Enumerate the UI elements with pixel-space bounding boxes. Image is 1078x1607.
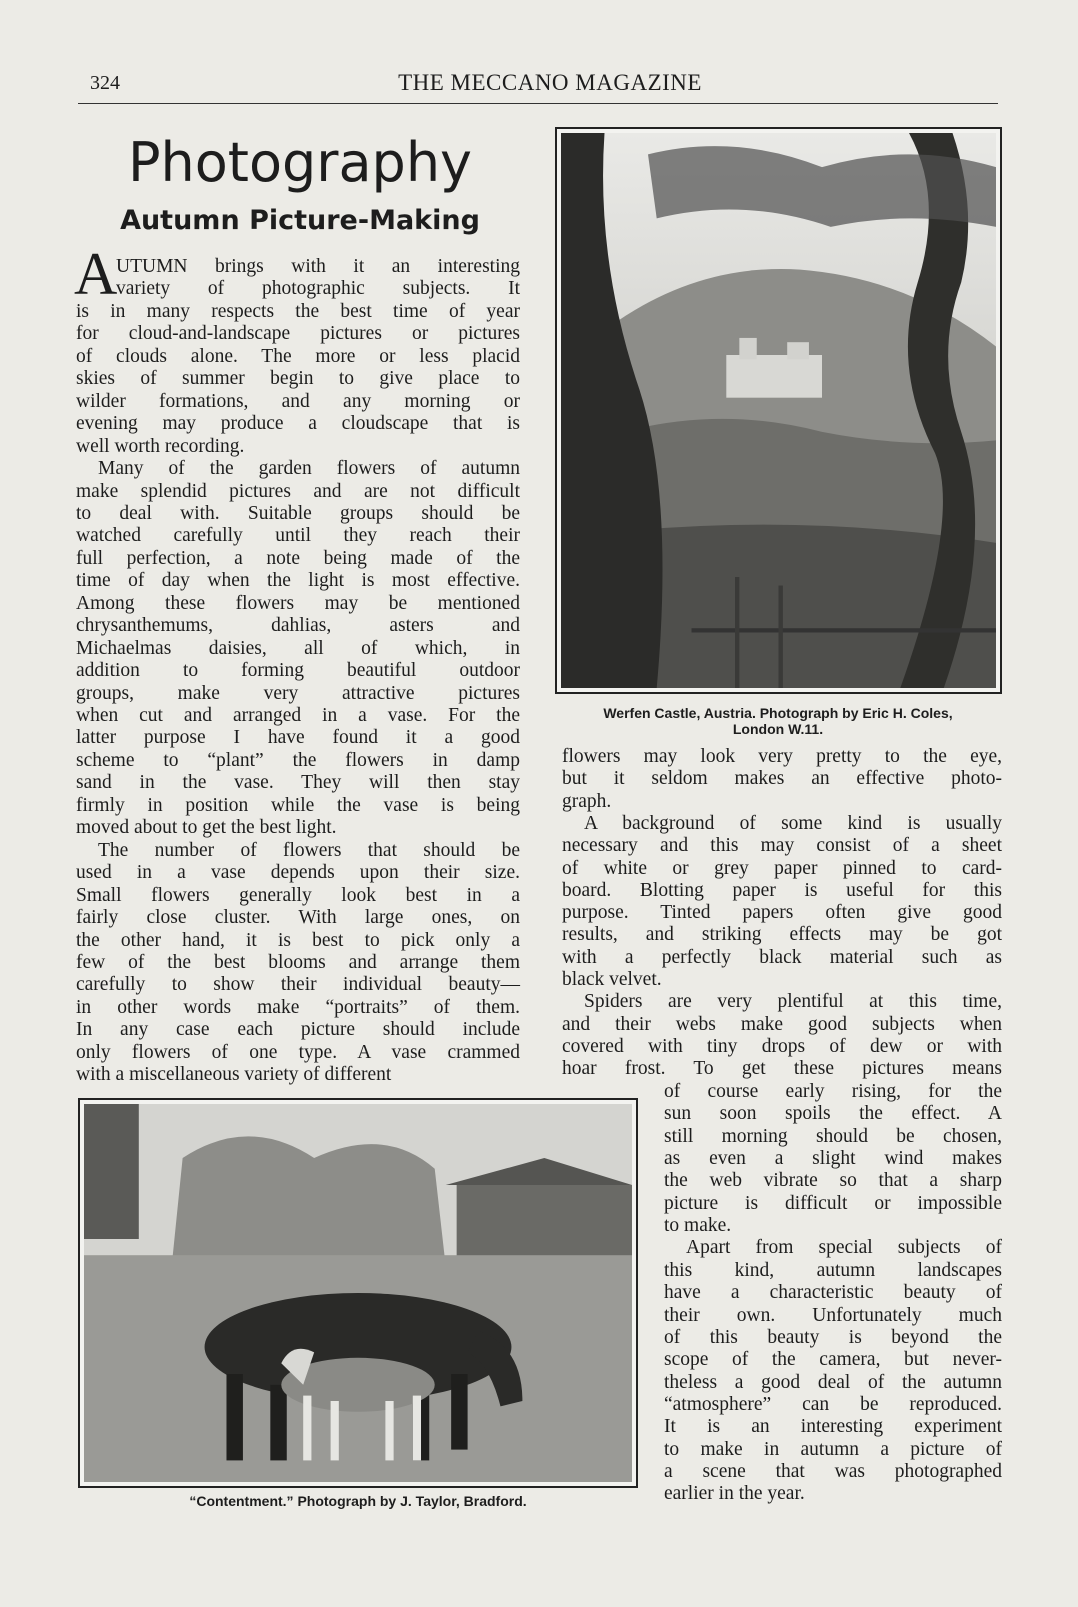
text-line: for cloud-and-landscape pictures or pictures bbox=[76, 323, 520, 345]
drop-cap: A bbox=[74, 241, 118, 307]
header-rule bbox=[78, 103, 998, 104]
horses-caption: “Contentment.” Photograph by J. Taylor, Bradford. bbox=[189, 1493, 527, 1509]
text-line: graph. bbox=[562, 790, 612, 812]
text-line: chrysanthemums, dahlias, asters and bbox=[76, 615, 520, 637]
text-line: scope of the camera, but never- bbox=[664, 1349, 1002, 1371]
article-title: Photography bbox=[127, 131, 473, 194]
text-line: It is an interesting experiment bbox=[664, 1416, 1002, 1438]
text-line: scheme to “plant” the flowers in damp bbox=[76, 749, 520, 771]
text-line: a scene that was photographed bbox=[664, 1460, 1002, 1482]
text-line: to deal with. Suitable groups should be bbox=[76, 502, 520, 524]
text-line: as even a slight wind makes bbox=[664, 1148, 1002, 1170]
text-line: few of the best blooms and arrange them bbox=[76, 951, 520, 973]
text-line: of clouds alone. The more or less placid bbox=[76, 345, 520, 367]
text-line: board. Blotting paper is useful for this bbox=[562, 879, 1002, 901]
text-line: the other hand, it is best to pick only a bbox=[76, 929, 520, 951]
text-line: the web vibrate so that a sharp bbox=[664, 1170, 1002, 1192]
text-line: Many of the garden flowers of autumn bbox=[98, 458, 520, 480]
text-line: make splendid pictures and are not difficult bbox=[76, 480, 520, 502]
text-line: purpose. Tinted papers often give good bbox=[562, 902, 1002, 924]
text-line: evening may produce a cloudscape that is bbox=[76, 413, 520, 435]
text-line: with a miscellaneous variety of different bbox=[76, 1064, 392, 1086]
text-line: covered with tiny drops of dew or with bbox=[562, 1035, 1002, 1057]
text-line: latter purpose I have found it a good bbox=[76, 727, 520, 749]
text-line: with a perfectly black material such as bbox=[562, 946, 1002, 968]
text-line: carefully to show their individual beauty— bbox=[76, 974, 520, 996]
text-line: this kind, autumn landscapes bbox=[664, 1259, 1002, 1281]
castle-caption-line-1: Werfen Castle, Austria. Photograph by Eric H. Coles, bbox=[603, 705, 953, 721]
castle-photo bbox=[555, 127, 1002, 694]
text-line: Spiders are very plentiful at this time, bbox=[584, 991, 1002, 1013]
text-line: Apart from special subjects of bbox=[686, 1237, 1002, 1259]
text-line: wilder formations, and any morning or bbox=[76, 390, 520, 412]
text-line: earlier in the year. bbox=[664, 1483, 805, 1505]
article-subtitle: Autumn Picture-Making bbox=[120, 205, 480, 236]
text-line: still morning should be chosen, bbox=[664, 1125, 1002, 1147]
text-line: but it seldom makes an effective photo- bbox=[562, 768, 1002, 790]
text-line: Small flowers generally look best in a bbox=[76, 884, 520, 906]
text-line: in other words make “portraits” of them. bbox=[76, 996, 520, 1018]
text-line: addition to forming beautiful outdoor bbox=[76, 660, 520, 682]
text-line: moved about to get the best light. bbox=[76, 817, 337, 839]
text-line: skies of summer begin to give place to bbox=[76, 368, 520, 390]
text-line: watched carefully until they reach their bbox=[76, 525, 520, 547]
text-line: Among these flowers may be mentioned bbox=[76, 592, 520, 614]
castle-caption-line-2: London W.11. bbox=[732, 721, 824, 737]
text-line: firmly in position while the vase is being bbox=[76, 794, 520, 816]
text-line: Michaelmas daisies, all of which, in bbox=[76, 637, 520, 659]
text-line: sand in the vase. They will then stay bbox=[76, 772, 520, 794]
text-line: theless a good deal of the autumn bbox=[664, 1371, 1002, 1393]
text-line: of course early rising, for the bbox=[664, 1081, 1002, 1102]
castle-caption bbox=[550, 705, 1006, 737]
castle-photo-image bbox=[561, 133, 996, 688]
text-line: hoar frost. To get these pictures means bbox=[562, 1058, 1002, 1080]
text-line: full perfection, a note being made of the bbox=[76, 547, 520, 569]
text-line: variety of photographic subjects. It bbox=[116, 278, 520, 300]
text-line: of white or grey paper pinned to card- bbox=[562, 857, 1002, 879]
text-line: In any case each picture should include bbox=[76, 1019, 520, 1041]
text-line: and their webs make good subjects when bbox=[562, 1013, 1002, 1035]
text-line: well worth recording. bbox=[76, 435, 245, 457]
magazine-title: THE MECCANO MAGAZINE bbox=[398, 70, 702, 95]
text-line: “atmosphere” can be reproduced. bbox=[664, 1393, 1002, 1415]
text-line: necessary and this may consist of a sheet bbox=[562, 835, 1002, 857]
text-line: sun soon spoils the effect. A bbox=[664, 1103, 1002, 1125]
text-line: is in many respects the best time of year bbox=[76, 300, 520, 322]
text-line: black velvet. bbox=[562, 969, 662, 990]
text-line: groups, make very attractive pictures bbox=[76, 682, 520, 704]
text-line: to make. bbox=[664, 1215, 732, 1237]
text-line: when cut and arranged in a vase. For the bbox=[76, 705, 520, 726]
text-line: fairly close cluster. With large ones, on bbox=[76, 907, 520, 929]
text-line: flowers may look very pretty to the eye, bbox=[562, 746, 1002, 767]
text-line: picture is difficult or impossible bbox=[664, 1192, 1002, 1214]
text-line: time of day when the light is most effective. bbox=[76, 570, 520, 592]
text-line: used in a vase depends upon their size. bbox=[76, 862, 520, 884]
text-line: to make in autumn a picture of bbox=[664, 1438, 1002, 1460]
text-line: A background of some kind is usually bbox=[584, 812, 1002, 834]
text-line: UTUMN brings with it an interesting bbox=[116, 256, 520, 277]
text-line: results, and striking effects may be got bbox=[562, 924, 1002, 946]
horses-photo bbox=[78, 1098, 638, 1488]
text-line: The number of flowers that should be bbox=[98, 839, 520, 861]
page-number: 324 bbox=[90, 72, 120, 94]
text-line: only flowers of one type. A vase crammed bbox=[76, 1041, 520, 1063]
horses-photo-image bbox=[84, 1104, 632, 1482]
text-line: have a characteristic beauty of bbox=[664, 1282, 1002, 1304]
text-line: their own. Unfortunately much bbox=[664, 1304, 1002, 1326]
text-line: of this beauty is beyond the bbox=[664, 1326, 1002, 1348]
